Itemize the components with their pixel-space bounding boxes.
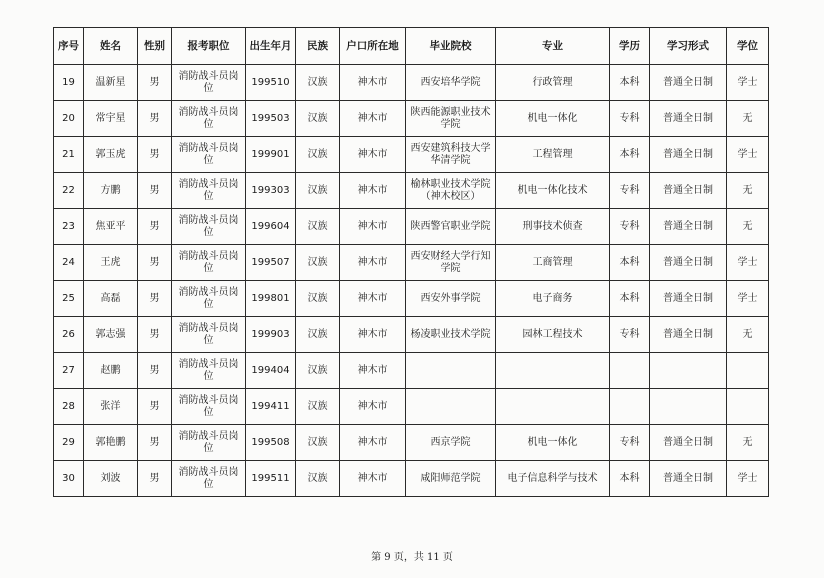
cell-position: 消防战斗员岗位 <box>172 281 246 317</box>
cell-education: 本科 <box>610 461 650 497</box>
header-gender: 性别 <box>138 28 172 65</box>
cell-name: 王虎 <box>84 245 138 281</box>
cell-education <box>610 353 650 389</box>
cell-school: 陕西警官职业学院 <box>406 209 496 245</box>
cell-name: 郭艳鹏 <box>84 425 138 461</box>
cell-study-form: 普通全日制 <box>650 245 727 281</box>
cell-study-form <box>650 389 727 425</box>
cell-school <box>406 353 496 389</box>
cell-gender: 男 <box>138 65 172 101</box>
cell-degree: 无 <box>727 425 769 461</box>
cell-gender: 男 <box>138 173 172 209</box>
cell-birth: 199511 <box>246 461 296 497</box>
cell-position: 消防战斗员岗位 <box>172 317 246 353</box>
cell-study-form: 普通全日制 <box>650 65 727 101</box>
cell-ethnicity: 汉族 <box>296 461 340 497</box>
cell-birth: 199303 <box>246 173 296 209</box>
cell-education: 本科 <box>610 281 650 317</box>
table-row <box>54 281 769 317</box>
cell-name: 焦亚平 <box>84 209 138 245</box>
cell-ethnicity: 汉族 <box>296 209 340 245</box>
cell-degree <box>727 389 769 425</box>
cell-hukou: 神木市 <box>340 389 406 425</box>
applicant-table <box>53 27 769 497</box>
cell-birth: 199801 <box>246 281 296 317</box>
cell-ethnicity: 汉族 <box>296 101 340 137</box>
cell-degree: 学士 <box>727 461 769 497</box>
cell-position: 消防战斗员岗位 <box>172 245 246 281</box>
table-row <box>54 353 769 389</box>
header-ethnicity: 民族 <box>296 28 340 65</box>
cell-education: 本科 <box>610 245 650 281</box>
cell-study-form: 普通全日制 <box>650 461 727 497</box>
cell-degree: 学士 <box>727 245 769 281</box>
cell-gender: 男 <box>138 425 172 461</box>
cell-major: 机电一体化 <box>496 101 610 137</box>
cell-ethnicity: 汉族 <box>296 353 340 389</box>
cell-degree: 学士 <box>727 137 769 173</box>
cell-major: 园林工程技术 <box>496 317 610 353</box>
cell-major: 行政管理 <box>496 65 610 101</box>
cell-position: 消防战斗员岗位 <box>172 353 246 389</box>
cell-birth: 199503 <box>246 101 296 137</box>
cell-major: 电子商务 <box>496 281 610 317</box>
cell-hukou: 神木市 <box>340 461 406 497</box>
cell-major: 机电一体化技术 <box>496 173 610 209</box>
header-degree: 学位 <box>727 28 769 65</box>
cell-ethnicity: 汉族 <box>296 65 340 101</box>
cell-name: 郭志强 <box>84 317 138 353</box>
cell-degree: 无 <box>727 101 769 137</box>
cell-gender: 男 <box>138 209 172 245</box>
cell-position: 消防战斗员岗位 <box>172 389 246 425</box>
cell-ethnicity: 汉族 <box>296 245 340 281</box>
cell-name: 张洋 <box>84 389 138 425</box>
cell-education: 专科 <box>610 173 650 209</box>
cell-school: 杨凌职业技术学院 <box>406 317 496 353</box>
cell-birth: 199604 <box>246 209 296 245</box>
cell-gender: 男 <box>138 245 172 281</box>
cell-hukou: 神木市 <box>340 281 406 317</box>
header-position: 报考职位 <box>172 28 246 65</box>
table-row <box>54 65 769 101</box>
header-education: 学历 <box>610 28 650 65</box>
cell-ethnicity: 汉族 <box>296 137 340 173</box>
table-row <box>54 317 769 353</box>
cell-major: 刑事技术侦查 <box>496 209 610 245</box>
cell-index: 27 <box>54 353 84 389</box>
cell-education: 专科 <box>610 101 650 137</box>
cell-major <box>496 389 610 425</box>
header-name: 姓名 <box>84 28 138 65</box>
cell-school: 西安培华学院 <box>406 65 496 101</box>
cell-school: 西京学院 <box>406 425 496 461</box>
cell-degree <box>727 353 769 389</box>
cell-position: 消防战斗员岗位 <box>172 173 246 209</box>
cell-study-form: 普通全日制 <box>650 425 727 461</box>
cell-index: 25 <box>54 281 84 317</box>
cell-birth: 199507 <box>246 245 296 281</box>
cell-index: 24 <box>54 245 84 281</box>
cell-name: 赵鹏 <box>84 353 138 389</box>
cell-study-form: 普通全日制 <box>650 317 727 353</box>
cell-ethnicity: 汉族 <box>296 425 340 461</box>
cell-index: 26 <box>54 317 84 353</box>
cell-major: 工商管理 <box>496 245 610 281</box>
header-school: 毕业院校 <box>406 28 496 65</box>
cell-school: 咸阳师范学院 <box>406 461 496 497</box>
cell-school: 榆林职业技术学院（神木校区） <box>406 173 496 209</box>
cell-degree: 无 <box>727 209 769 245</box>
cell-position: 消防战斗员岗位 <box>172 461 246 497</box>
cell-degree: 学士 <box>727 281 769 317</box>
table-row <box>54 173 769 209</box>
cell-name: 高磊 <box>84 281 138 317</box>
cell-birth: 199411 <box>246 389 296 425</box>
cell-education: 专科 <box>610 317 650 353</box>
cell-birth: 199903 <box>246 317 296 353</box>
cell-hukou: 神木市 <box>340 317 406 353</box>
cell-index: 29 <box>54 425 84 461</box>
header-birth: 出生年月 <box>246 28 296 65</box>
page-number: 第 9 页，共 11 页 <box>371 552 453 563</box>
cell-index: 19 <box>54 65 84 101</box>
cell-education: 本科 <box>610 137 650 173</box>
cell-major: 电子信息科学与技术 <box>496 461 610 497</box>
cell-education: 专科 <box>610 209 650 245</box>
cell-hukou: 神木市 <box>340 137 406 173</box>
cell-major: 机电一体化 <box>496 425 610 461</box>
cell-gender: 男 <box>138 353 172 389</box>
table-row <box>54 209 769 245</box>
cell-name: 刘波 <box>84 461 138 497</box>
cell-study-form <box>650 353 727 389</box>
cell-ethnicity: 汉族 <box>296 281 340 317</box>
cell-birth: 199404 <box>246 353 296 389</box>
cell-birth: 199901 <box>246 137 296 173</box>
cell-ethnicity: 汉族 <box>296 389 340 425</box>
table-body <box>54 65 769 497</box>
cell-study-form: 普通全日制 <box>650 281 727 317</box>
cell-index: 23 <box>54 209 84 245</box>
cell-hukou: 神木市 <box>340 209 406 245</box>
header-hukou: 户口所在地 <box>340 28 406 65</box>
cell-name: 温新星 <box>84 65 138 101</box>
cell-position: 消防战斗员岗位 <box>172 209 246 245</box>
cell-position: 消防战斗员岗位 <box>172 101 246 137</box>
table-row <box>54 389 769 425</box>
cell-hukou: 神木市 <box>340 101 406 137</box>
cell-position: 消防战斗员岗位 <box>172 65 246 101</box>
cell-gender: 男 <box>138 389 172 425</box>
cell-education <box>610 389 650 425</box>
cell-hukou: 神木市 <box>340 353 406 389</box>
cell-position: 消防战斗员岗位 <box>172 425 246 461</box>
cell-major: 工程管理 <box>496 137 610 173</box>
cell-hukou: 神木市 <box>340 173 406 209</box>
cell-hukou: 神木市 <box>340 65 406 101</box>
header-index: 序号 <box>54 28 84 65</box>
cell-gender: 男 <box>138 461 172 497</box>
cell-school: 西安外事学院 <box>406 281 496 317</box>
cell-index: 28 <box>54 389 84 425</box>
cell-study-form: 普通全日制 <box>650 209 727 245</box>
table-row <box>54 425 769 461</box>
cell-hukou: 神木市 <box>340 245 406 281</box>
table-row <box>54 245 769 281</box>
cell-birth: 199508 <box>246 425 296 461</box>
cell-index: 21 <box>54 137 84 173</box>
header-major: 专业 <box>496 28 610 65</box>
cell-index: 22 <box>54 173 84 209</box>
table-row <box>54 461 769 497</box>
cell-degree: 学士 <box>727 65 769 101</box>
cell-position: 消防战斗员岗位 <box>172 137 246 173</box>
cell-gender: 男 <box>138 281 172 317</box>
cell-study-form: 普通全日制 <box>650 101 727 137</box>
table-row <box>54 137 769 173</box>
cell-education: 专科 <box>610 425 650 461</box>
cell-name: 常宇星 <box>84 101 138 137</box>
header-study-form: 学习形式 <box>650 28 727 65</box>
cell-school: 西安财经大学行知学院 <box>406 245 496 281</box>
cell-gender: 男 <box>138 137 172 173</box>
table-header-row <box>54 28 769 65</box>
cell-school <box>406 389 496 425</box>
cell-degree: 无 <box>727 317 769 353</box>
cell-index: 20 <box>54 101 84 137</box>
cell-major <box>496 353 610 389</box>
cell-degree: 无 <box>727 173 769 209</box>
cell-name: 方鹏 <box>84 173 138 209</box>
cell-gender: 男 <box>138 317 172 353</box>
cell-hukou: 神木市 <box>340 425 406 461</box>
cell-gender: 男 <box>138 101 172 137</box>
cell-birth: 199510 <box>246 65 296 101</box>
cell-index: 30 <box>54 461 84 497</box>
cell-education: 本科 <box>610 65 650 101</box>
cell-school: 西安建筑科技大学华清学院 <box>406 137 496 173</box>
cell-ethnicity: 汉族 <box>296 173 340 209</box>
cell-name: 郭玉虎 <box>84 137 138 173</box>
cell-study-form: 普通全日制 <box>650 137 727 173</box>
cell-school: 陕西能源职业技术学院 <box>406 101 496 137</box>
cell-ethnicity: 汉族 <box>296 317 340 353</box>
cell-study-form: 普通全日制 <box>650 173 727 209</box>
table-row <box>54 101 769 137</box>
